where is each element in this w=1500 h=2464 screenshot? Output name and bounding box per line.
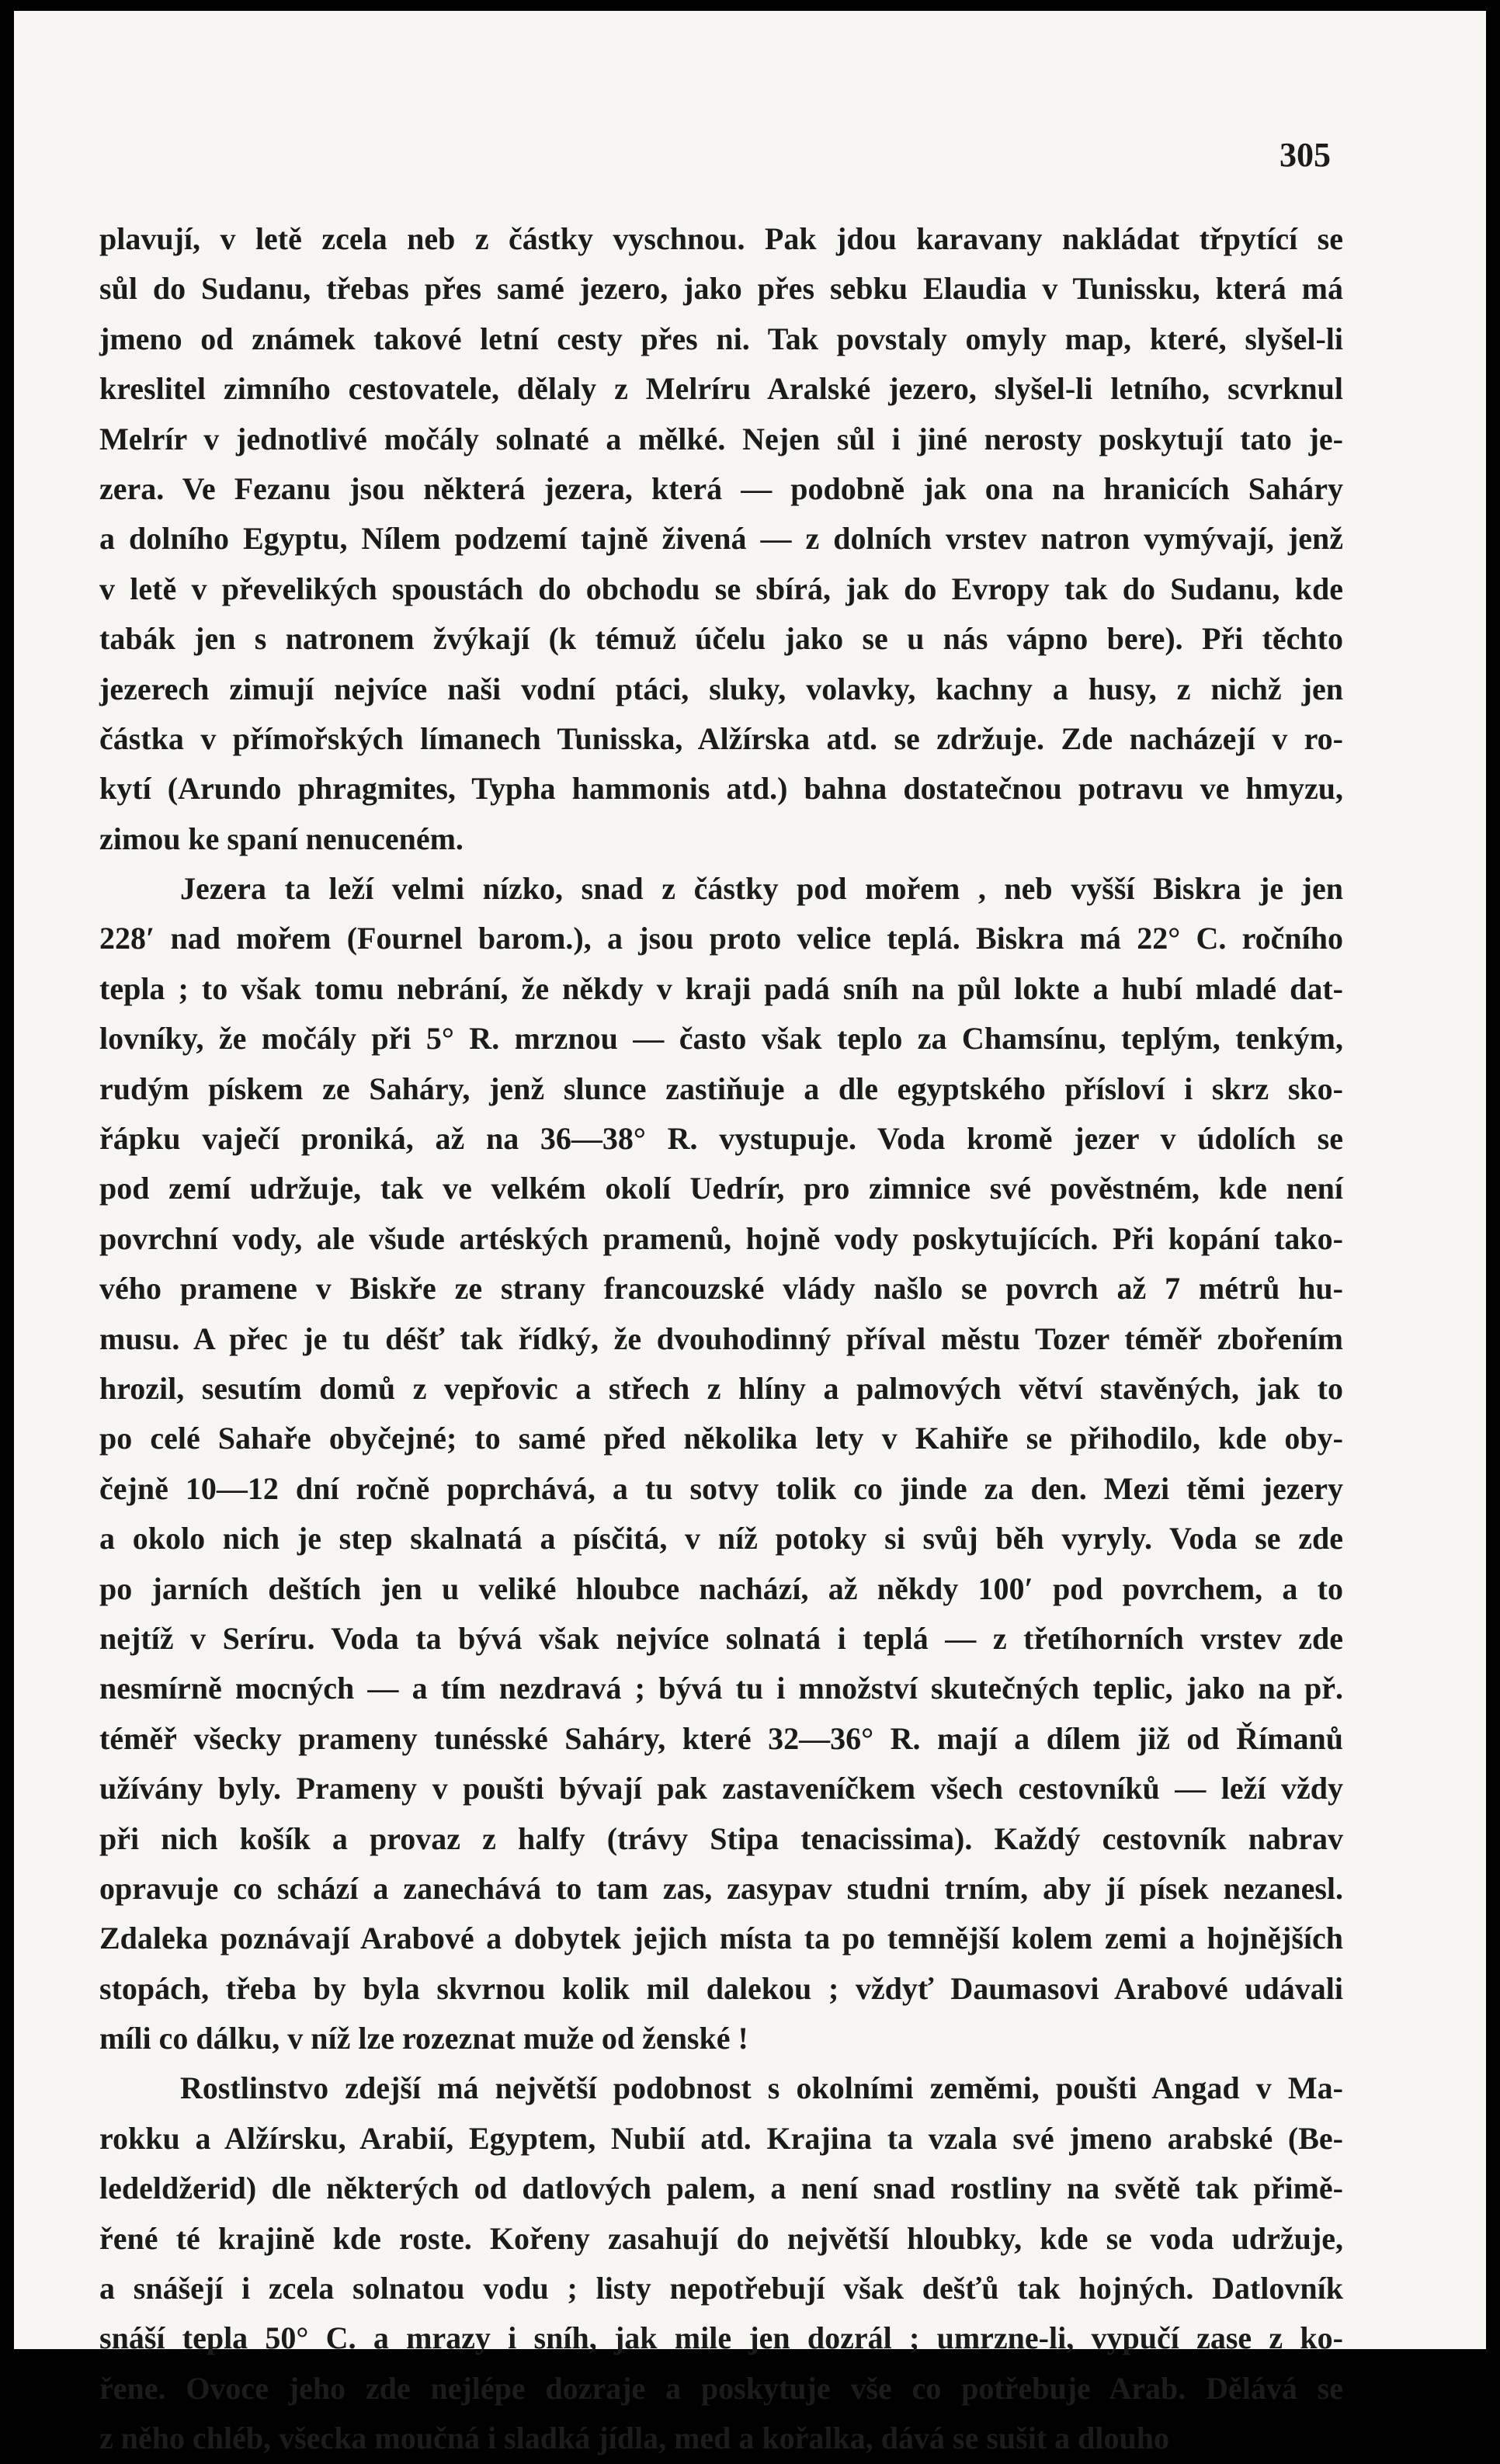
text-line: hrozil, sesutím domů z vepřovic a střech z hlíny a palmových větví stavěných, jak to — [99, 1370, 1343, 1406]
text-line: Jezera ta leží velmi nízko, snad z částky pod mořem , neb vyšší Biskra je jen — [180, 871, 1343, 907]
text-line: řené té krajině kde roste. Kořeny zasahují do největší hloubky, kde se voda udržuje, — [99, 2220, 1343, 2256]
text-line: kreslitel zimního cestovatele, dělaly z Melríru Aralské jezero, slyšel-li letního, scvrknul — [99, 371, 1343, 407]
text-line: kytí (Arundo phragmites, Typha hammonis atd.) bahna dostatečnou potravu ve hmyzu, — [99, 771, 1343, 807]
text-line: rokku a Alžírsku, Arabií, Egyptem, Nubií atd. Krajina ta vzala své jmeno arabské (Be- — [99, 2120, 1343, 2156]
text-line: sůl do Sudanu, třebas přes samé jezero, jako přes sebku Elaudia v Tunissku, která má — [99, 271, 1343, 307]
text-line: 228′ nad mořem (Fournel barom.), a jsou proto velice teplá. Biskra má 22° C. ročního — [99, 921, 1343, 956]
text-line: ledeldžerid) dle některých od datlových palem, a není snad rostliny na světě tak přimě- — [99, 2171, 1343, 2206]
text-line: lovníky, že močály při 5° R. mrznou — často však teplo za Chamsínu, teplým, tenkým, — [99, 1021, 1343, 1057]
text-line: musu. A přec je tu déšť tak řídký, že dvouhodinný příval městu Tozer téměř zbořením — [99, 1320, 1343, 1356]
text-line: při nich košík a provaz z halfy (trávy Stipa tenacissima). Každý cestovník nabrav — [99, 1820, 1343, 1856]
text-line: užívány byly. Prameny v poušti bývají pak zastaveníčkem všech cestovníků — leží vždy — [99, 1771, 1343, 1806]
text-line: řene. Ovoce jeho zde nejlépe dozraje a poskytuje vše co potřebuje Arab. Dělává se — [99, 2370, 1343, 2406]
text-line: po celé Sahaře obyčejné; to samé před několika lety v Kahiře se přihodilo, kde oby- — [99, 1421, 1343, 1456]
text-line: zera. Ve Fezanu jsou některá jezera, která — podobně jak ona na hranicích Saháry — [99, 470, 1343, 506]
text-line: částka v přímořských límanech Tunisska, Alžírska atd. se zdržuje. Zde nacházejí v ro- — [99, 720, 1343, 756]
text-line: tabák jen s natronem žvýkají (k témuž účelu jako se u nás vápno bere). Při těchto — [99, 621, 1343, 657]
text-line: zimou ke spaní nenuceném. — [99, 821, 464, 856]
text-line: a dolního Egyptu, Nílem podzemí tajně živená — z dolních vrstev natron vymývají, jenž — [99, 521, 1343, 557]
text-line: po jarních deštích jen u veliké hloubce nachází, až někdy 100′ pod povrchem, a to — [99, 1570, 1343, 1606]
text-line: rudým pískem ze Saháry, jenž slunce zastiňuje a dle egyptského přísloví i skrz sko- — [99, 1071, 1343, 1106]
text-line: nesmírně mocných — a tím nezdravá ; bývá tu i množství skutečných teplic, jako na př. — [99, 1671, 1343, 1706]
book-page — [14, 11, 1486, 2456]
text-line: vého pramene v Biskře ze strany francouzské vlády našlo se povrch až 7 métrů hu- — [99, 1271, 1343, 1307]
text-line: Rostlinstvo zdejší má největší podobnost s okolními zeměmi, poušti Angad v Ma- — [180, 2070, 1343, 2106]
text-line: v letě v převelikých spoustách do obchodu se sbírá, jak do Evropy tak do Sudanu, kde — [99, 571, 1343, 606]
text-line: pod zemí udržuje, tak ve velkém okolí Uedrír, pro zimnice své pověstném, kde není — [99, 1171, 1343, 1206]
text-line: z něho chléb, všecka moučná i sladká jídla, med a kořalka, dává se sušit a dlouho — [99, 2421, 1169, 2456]
text-line: stopách, třeba by byla skvrnou kolik mil dalekou ; vždyť Daumasovi Arabové udávali — [99, 1970, 1343, 2006]
text-line: čejně 10—12 dní ročně poprchává, a tu sotvy tolik co jinde za den. Mezi těmi jezery — [99, 1470, 1343, 1506]
text-line: nejtíž v Seríru. Voda ta bývá však nejvíce solnatá i teplá — z třetíhorních vrstev zde — [99, 1620, 1343, 1656]
text-line: jmeno od známek takové letní cesty přes ni. Tak povstaly omyly map, které, slyšel-li — [99, 321, 1343, 356]
text-line: a okolo nich je step skalnatá a písčitá, v níž potoky si svůj běh vyryly. Voda se zde — [99, 1521, 1343, 1556]
text-line: tepla ; to však tomu nebrání, že někdy v kraji padá sníh na půl lokte a hubí mladé dat- — [99, 970, 1343, 1006]
text-line: povrchní vody, ale všude artéských pramenů, hojně vody poskytujících. Při kopání tako- — [99, 1220, 1343, 1256]
text-line: a snášejí i zcela solnatou vodu ; listy nepotřebují však dešťů tak hojných. Datlovník — [99, 2271, 1343, 2306]
text-line: míli co dálku, v níž lze rozeznat muže od ženské ! — [99, 2021, 748, 2056]
text-line: plavují, v letě zcela neb z částky vyschnou. Pak jdou karavany nakládat třpytící se — [99, 221, 1343, 256]
text-line: Zdaleka poznávají Arabové a dobytek jejich místa ta po temnější kolem zemi a hojnějších — [99, 1921, 1343, 1956]
page-number: 305 — [1280, 136, 1331, 174]
text-line: jezerech zimují nejvíce naši vodní ptáci, sluky, volavky, kachny a husy, z nichž jen — [99, 671, 1343, 706]
text-line: téměř všecky prameny tunésské Saháry, které 32—36° R. mají a dílem již od Římanů — [99, 1720, 1343, 1756]
text-line: Melrír v jednotlivé močály solnaté a mělké. Nejen sůl i jiné nerosty poskytují tato je- — [99, 421, 1343, 456]
body-text — [99, 214, 1343, 2464]
text-line: snáší tepla 50° C. a mrazy i sníh, jak mile jen dozrál ; umrzne-li, vypučí zase z ko- — [99, 2320, 1343, 2356]
text-line: řápku vaječí proniká, až na 36—38° R. vystupuje. Voda kromě jezer v údolích se — [99, 1121, 1343, 1157]
text-line: opravuje co schází a zanechává to tam zas, zasypav studni trním, aby jí písek nezanesl. — [99, 1870, 1343, 1906]
